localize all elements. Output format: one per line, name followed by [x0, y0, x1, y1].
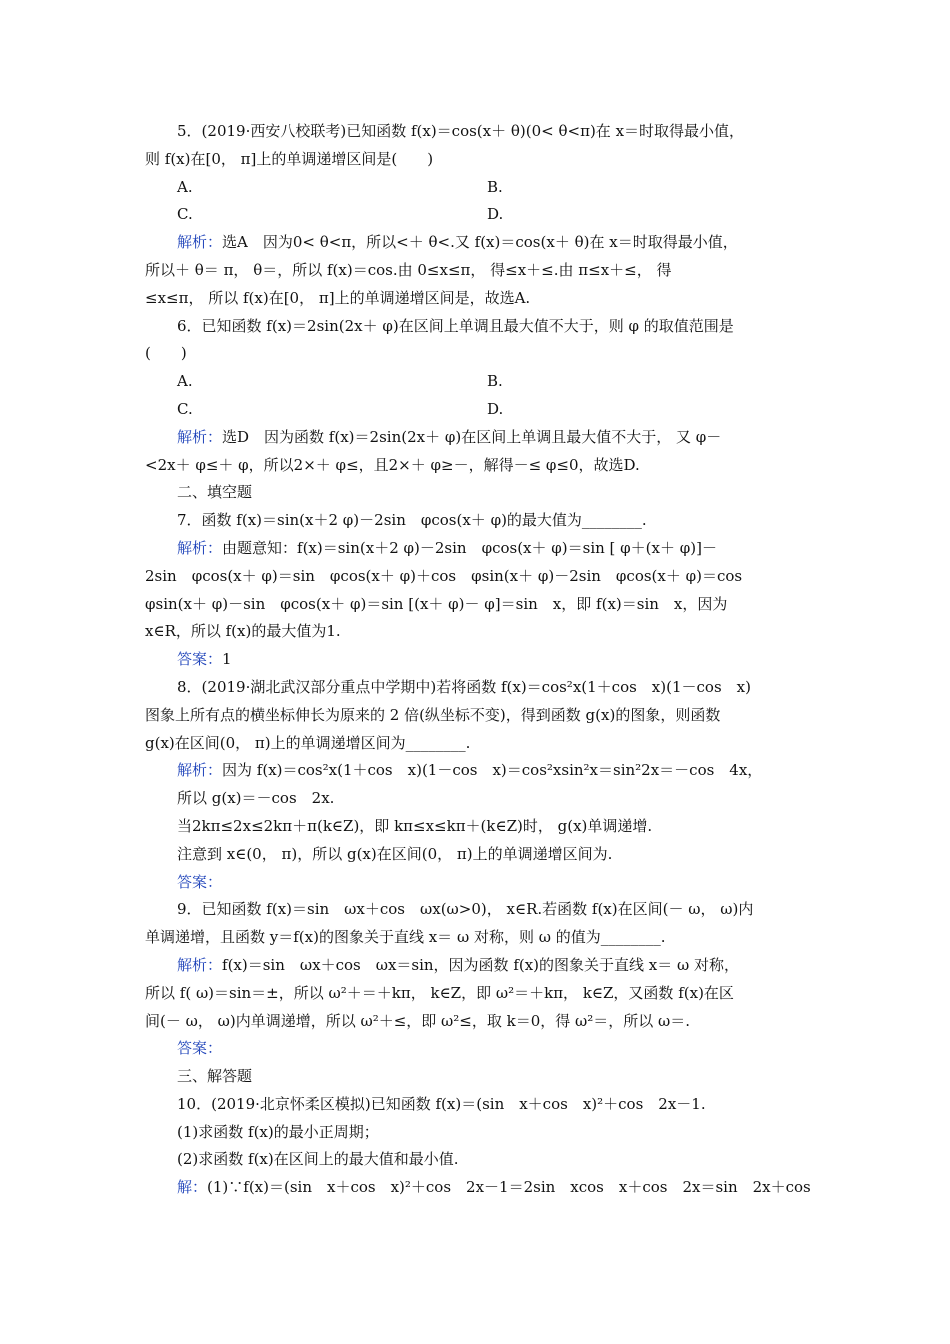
q7-stem-line1: 7．函数 f(x)＝sin(x＋2 φ)－2sin φcos(x＋ φ)的最大值为________.	[177, 511, 647, 530]
q10-solution-text1: (1)∵f(x)＝(sin x＋cos x)²＋cos 2x－1＝2sin xcos x＋cos 2x＝sin 2x＋cos	[207, 1178, 811, 1197]
q9-stem-line2: 单调递增，且函数 y＝f(x)的图象关于直线 x＝ ω 对称，则 ω 的值为________.	[145, 928, 666, 947]
q5-option-b: B.	[487, 177, 503, 196]
q8-solution-line4: 注意到 x∈(0， π)，所以 g(x)在区间(0， π)上的单调递增区间为.	[177, 844, 613, 863]
q5-solution-label: 解析：	[177, 233, 223, 252]
q10-part2: (2)求函数 f(x)在区间上的最大值和最小值.	[177, 1150, 459, 1169]
q9-answer-label: 答案：	[177, 1039, 223, 1058]
q5-options-cd	[145, 201, 810, 229]
section-heading-fill-in: 二、填空题	[177, 483, 253, 502]
q5-solution-text1: 选A 因为0< θ<π，所以<＋ θ<.又 f(x)＝cos(x＋ θ)在 x＝时取得最小值，	[222, 233, 738, 252]
q5-options-ab	[145, 174, 810, 202]
q7-solution-line2: 2sin φcos(x＋ φ)＝sin φcos(x＋ φ)＋cos φsin(x＋ φ)－2sin φcos(x＋ φ)＝cos	[145, 566, 743, 585]
q7-answer-value: 1	[222, 650, 232, 669]
q10-stem-line1: 10．(2019·北京怀柔区模拟)已知函数 f(x)＝(sin x＋cos x)²＋cos 2x－1.	[177, 1094, 706, 1113]
q5-option-c: C.	[177, 205, 193, 224]
q7-solution-line4: x∈R，所以 f(x)的最大值为1.	[145, 622, 341, 641]
q10-part1: (1)求函数 f(x)的最小正周期；	[177, 1122, 379, 1141]
q5-stem-line2: 则 f(x)在[0， π]上的单调递增区间是( )	[145, 149, 434, 168]
q8-stem-line3: g(x)在区间(0， π)上的单调递增区间为________.	[145, 733, 471, 752]
q5-solution-line3: ≤x≤π， 所以 f(x)在[0， π]上的单调递增区间是，故选A.	[145, 288, 531, 307]
q5-stem-line1: 5．(2019·西安八校联考)已知函数 f(x)＝cos(x＋ θ)(0< θ<π)在 x＝时取得最小值，	[177, 122, 745, 140]
q8-stem-line2: 图象上所有点的横坐标伸长为原来的 2 倍(纵坐标不变)，得到函数 g(x)的图象，则函数	[145, 705, 721, 724]
q7-solution-line1	[145, 535, 810, 563]
q7-solution-line3: φsin(x＋ φ)－sin φcos(x＋ φ)＝sin [(x＋ φ)－ φ]＝sin x，即 f(x)＝sin x，因为	[145, 594, 728, 613]
q8-stem-line1: 8．(2019·湖北武汉部分重点中学期中)若将函数 f(x)＝cos²x(1＋cos x)(1－cos x)	[177, 677, 751, 696]
q9-solution-line2: 所以 f( ω)＝sin＝±，所以 ω²＋＝＋kπ， k∈Z，即 ω²＝＋kπ， k∈Z，又函数 f(x)在区	[145, 983, 734, 1002]
q6-stem-line1: 6．已知函数 f(x)＝2sin(2x＋ φ)在区间上单调且最大值不大于，则 φ 的取值范围是	[177, 316, 734, 335]
q9-solution-line1	[145, 952, 810, 980]
q8-answer-label: 答案：	[177, 872, 223, 891]
q6-options-cd	[145, 396, 810, 424]
q5-solution-line2: 所以＋ θ＝ π， θ＝，所以 f(x)＝cos.由 0≤x≤π， 得≤x＋≤.由 π≤x＋≤， 得	[145, 260, 672, 279]
section-heading-answer: 三、解答题	[177, 1067, 253, 1086]
q6-option-a: A.	[177, 372, 193, 391]
q8-solution-line2: 所以 g(x)＝－cos 2x.	[177, 789, 335, 808]
q6-solution-text1: 选D 因为函数 f(x)＝2sin(2x＋ φ)在区间上单调且最大值不大于， 又 φ－	[222, 427, 722, 446]
q6-solution-label: 解析：	[177, 427, 223, 446]
q6-option-c: C.	[177, 399, 193, 418]
q8-solution-label: 解析：	[177, 761, 223, 780]
q6-option-d: D.	[487, 399, 504, 418]
q6-option-b: B.	[487, 372, 503, 391]
q9-solution-line3: 间(－ ω， ω)内单调递增，所以 ω²＋≤，即 ω²≤，取 k＝0，得 ω²＝，所以 ω＝.	[145, 1011, 691, 1030]
q6-stem-line2: ( )	[145, 344, 187, 363]
q5-solution-line1	[145, 229, 810, 257]
q6-solution-line2: <2x＋ φ≤＋ φ，所以2×＋ φ≤，且2×＋ φ≥－，解得－≤ φ≤0，故选D.	[145, 455, 640, 474]
q5-option-a: A.	[177, 177, 193, 196]
q7-solution-label: 解析：	[177, 538, 223, 557]
q8-solution-line1	[145, 757, 810, 785]
q6-solution-line1	[145, 424, 810, 452]
q8-solution-line3: 当2kπ≤2x≤2kπ＋π(k∈Z)，即 kπ≤x≤kπ＋(k∈Z)时， g(x)单调递增.	[177, 816, 653, 835]
q7-solution-text1: 由题意知：f(x)＝sin(x＋2 φ)－2sin φcos(x＋ φ)＝sin [ φ＋(x＋ φ)]－	[222, 538, 717, 557]
q9-stem-line1: 9．已知函数 f(x)＝sin ωx＋cos ωx(ω>0)， x∈R.若函数 f(x)在区间(－ ω， ω)内	[177, 900, 754, 919]
q10-solution-line1	[145, 1174, 810, 1202]
q7-answer-label: 答案：	[177, 650, 223, 669]
q7-answer	[145, 646, 810, 674]
document-content	[145, 118, 810, 1202]
q9-solution-label: 解析：	[177, 955, 223, 974]
q6-options-ab	[145, 368, 810, 396]
q10-solution-label: 解：	[177, 1178, 208, 1197]
q9-solution-text1: f(x)＝sin ωx＋cos ωx＝sin，因为函数 f(x)的图象关于直线 x＝ ω 对称，	[222, 955, 740, 974]
q8-solution-text1: 因为 f(x)＝cos²x(1＋cos x)(1－cos x)＝cos²xsin²x＝sin²2x＝－cos 4x，	[222, 761, 763, 780]
q5-option-d: D.	[487, 205, 504, 224]
